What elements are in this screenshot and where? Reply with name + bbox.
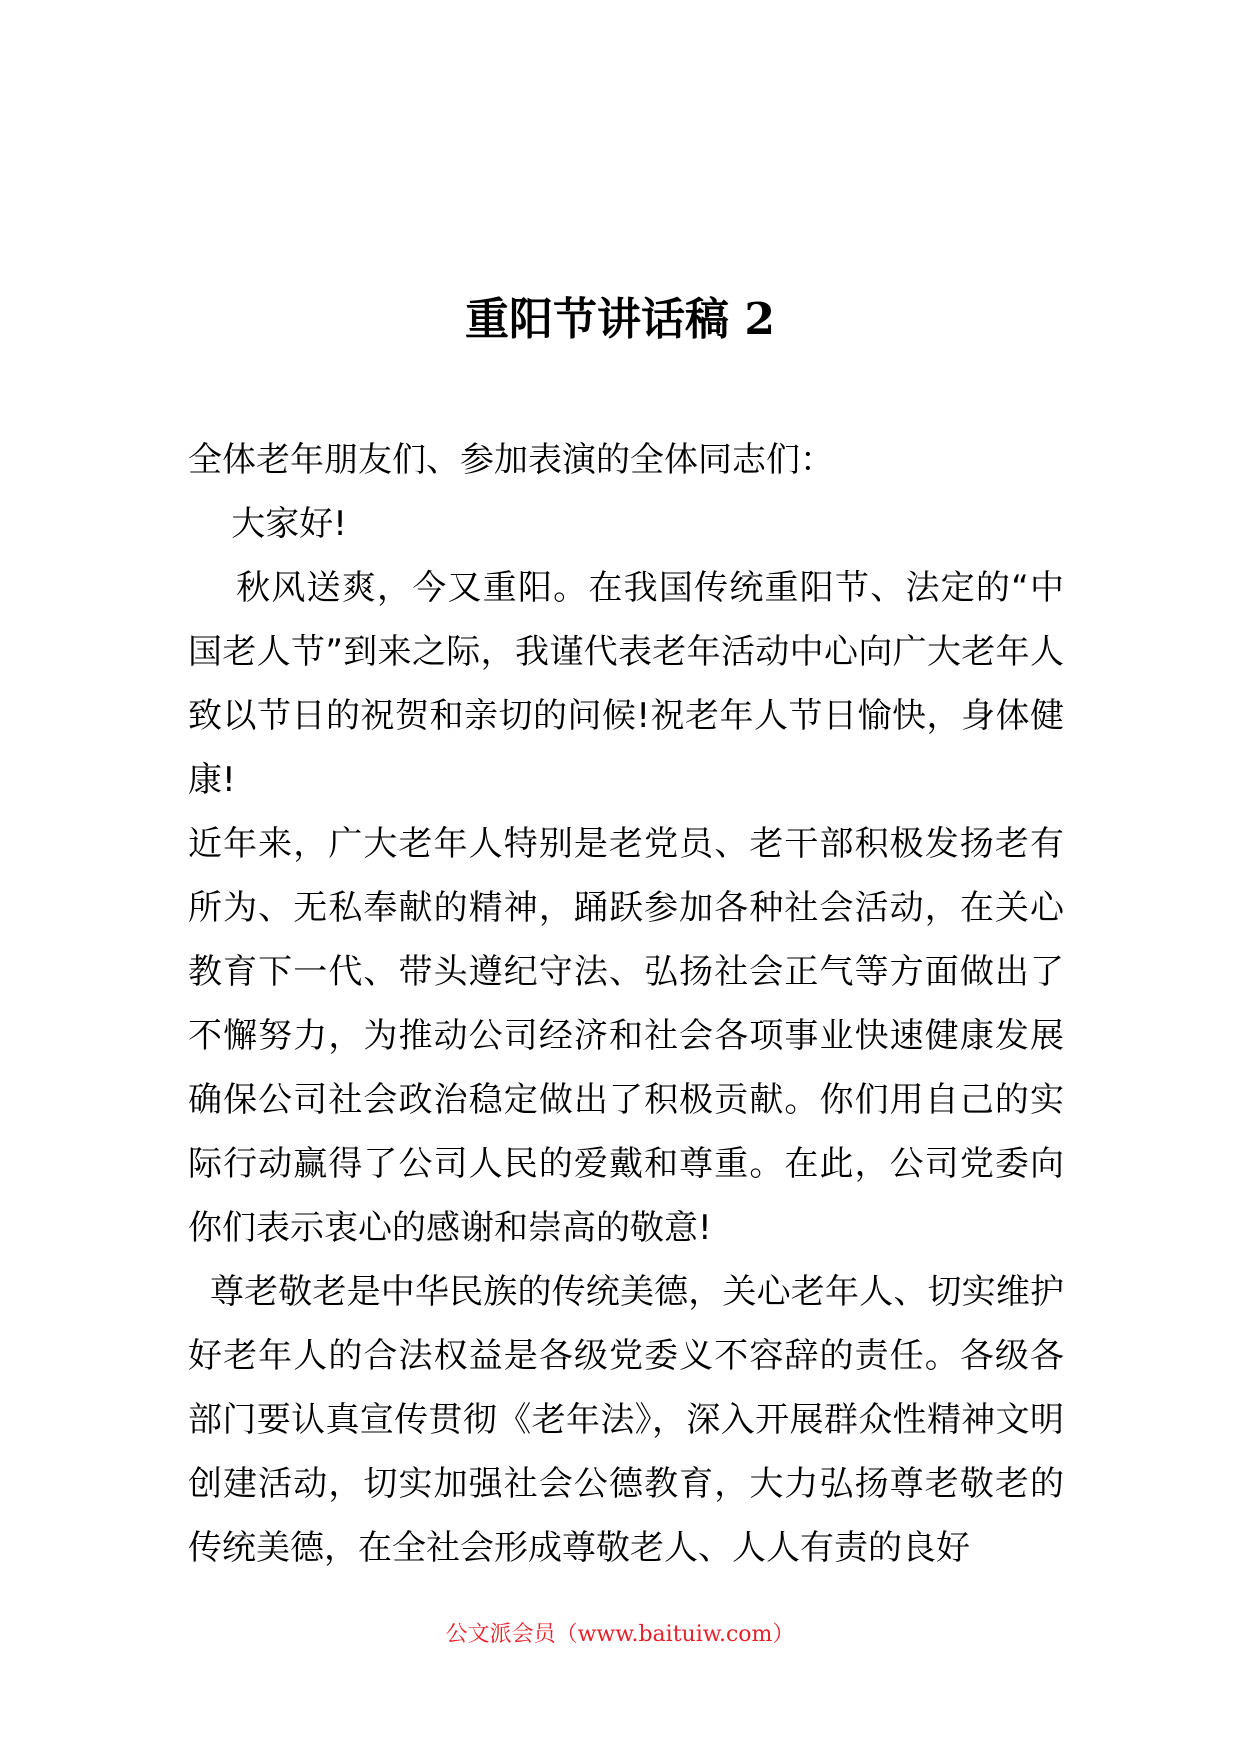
paragraph-greeting: 大家好! bbox=[188, 504, 347, 544]
paragraph-contributions: 近年来，广大老年人特别是老党员、老干部积极发扬老有所为、无私奉献的精神，踊跃参加各种社会活动，在关心教育下一代、带头遵纪守法、弘扬社会正气等方面做出了不懈努力，为推动公司经济和社会各项事业快速健康发展确保公司社会政治稳定做出了积极贡献。你们用自己的实际行动赢得了公司人民的爱戴和尊重。在此，公司党委向你们表示衷心的感谢和崇高的敬意! bbox=[188, 824, 1064, 1248]
paragraph-salutation: 全体老年朋友们、参加表演的全体同志们： bbox=[188, 440, 834, 480]
document-title: 重阳节讲话稿 2 bbox=[465, 294, 775, 345]
paragraph-respect-elders: 尊老敬老是中华民族的传统美德，关心老年人、切实维护好老年人的合法权益是各级党委义不容辞的责任。各级各部门要认真宣传贯彻《老年法》，深入开展群众性精神文明创建活动，切实加强社会公德教育，大力弘扬尊老敬老的传统美德，在全社会形成尊敬老人、人人有责的良好 bbox=[188, 1272, 1064, 1568]
document-body bbox=[188, 428, 1064, 1580]
paragraph-festival-wishes: 秋风送爽，今又重阳。在我国传统重阳节、法定的“中国老人节”到来之际，我谨代表老年活动中心向广大老年人致以节日的祝贺和亲切的问候!祝老年人节日愉快，身体健康! bbox=[188, 568, 1064, 800]
footer-watermark: 公文派会员（www.baituiw.com） bbox=[445, 1622, 795, 1647]
